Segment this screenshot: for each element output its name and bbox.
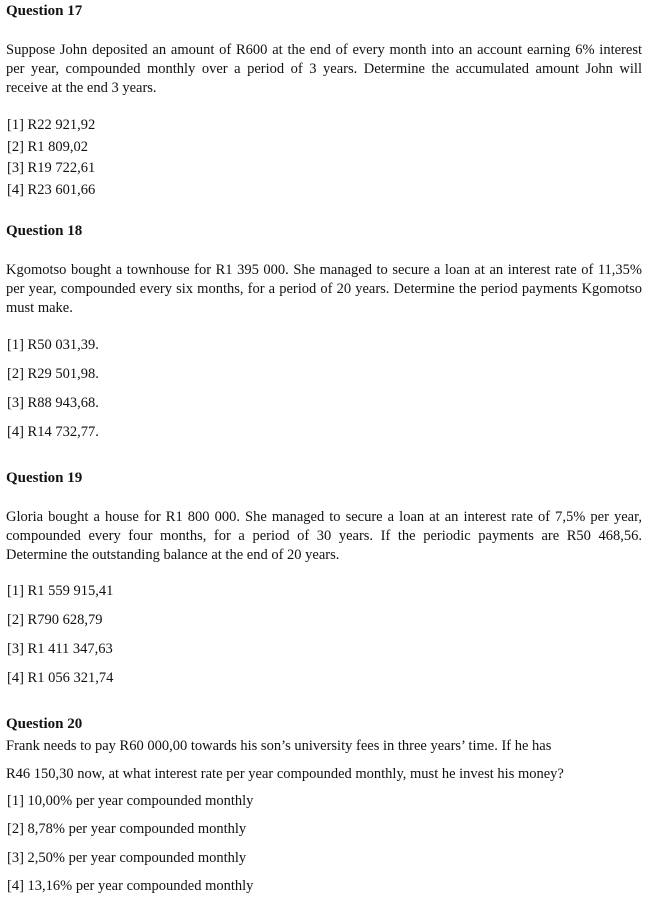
question-19-option-4: [4] R1 056 321,74 <box>7 670 114 686</box>
question-20-option-4: [4] 13,16% per year compounded monthly <box>7 878 254 894</box>
question-17-option-3: [3] R19 722,61 <box>7 160 96 176</box>
question-19-option-2: [2] R790 628,79 <box>7 612 103 628</box>
question-18-option-3: [3] R88 943,68. <box>7 395 99 411</box>
question-18-option-1: [1] R50 031,39. <box>7 337 99 353</box>
question-18-option-2: [2] R29 501,98. <box>7 366 99 382</box>
question-18-text: Kgomotso bought a townhouse for R1 395 000. She managed to secure a loan at an interest rate of 11,35% per year, compounded every six months, for a period of 20 years. Determine the period payments Kgomotso must make. <box>6 262 642 316</box>
question-19-title: Question 19 <box>6 470 83 486</box>
question-20-option-2: [2] 8,78% per year compounded monthly <box>7 821 247 837</box>
question-17-option-4: [4] R23 601,66 <box>7 182 96 198</box>
question-20-text-line-1: Frank needs to pay R60 000,00 towards his son’s university fees in three years’ time. If he has <box>6 738 552 754</box>
question-19-text: Gloria bought a house for R1 800 000. She managed to secure a loan at an interest rate of 7,5% per year, compounded every four months, for a period of 30 years. If the periodic payments are R50 468,56. Determine the outstanding balance at the end of 20 years. <box>6 509 642 563</box>
question-17-option-2: [2] R1 809,02 <box>7 139 88 155</box>
question-20-text-line-2: R46 150,30 now, at what interest rate per year compounded monthly, must he invest his money? <box>6 766 564 782</box>
question-19-option-1: [1] R1 559 915,41 <box>7 583 114 599</box>
question-18-title: Question 18 <box>6 223 83 239</box>
question-18-option-4: [4] R14 732,77. <box>7 424 99 440</box>
question-17-text: Suppose John deposited an amount of R600 at the end of every month into an account earning 6% interest per year, compounded monthly over a period of 3 years. Determine the accumulated amount John will receive at the end 3 years. <box>6 42 642 96</box>
question-17-option-1: [1] R22 921,92 <box>7 117 96 133</box>
question-17-title: Question 17 <box>6 3 83 19</box>
question-20-option-3: [3] 2,50% per year compounded monthly <box>7 850 247 866</box>
question-19-option-3: [3] R1 411 347,63 <box>7 641 113 657</box>
question-20-title: Question 20 <box>6 716 83 732</box>
question-20-option-1: [1] 10,00% per year compounded monthly <box>7 793 254 809</box>
